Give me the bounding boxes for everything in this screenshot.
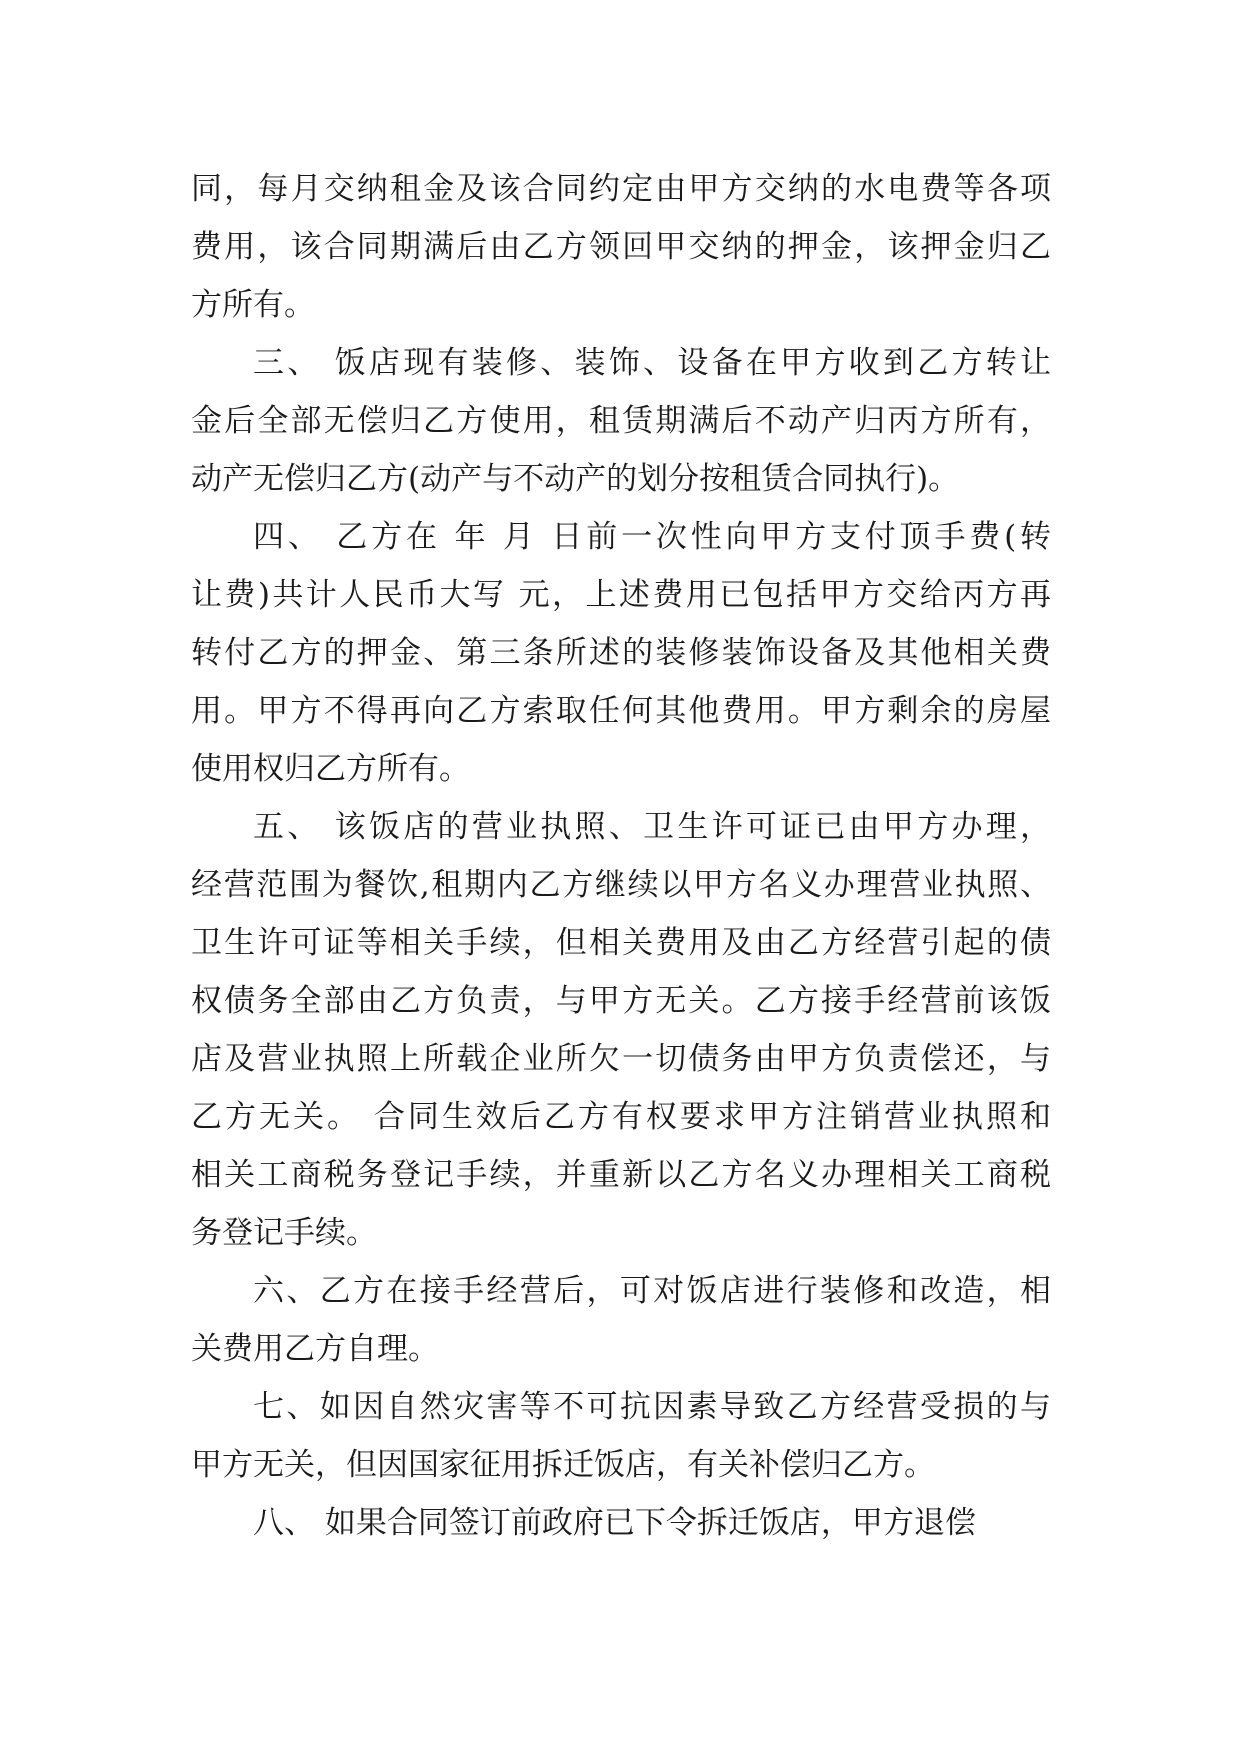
text-line: 六、乙方在接手经营后，可对饭店进行装修和改造，相	[253, 1273, 1051, 1309]
text-line: 七、如因自然灾害等不可抗因素导致乙方经营受损的与	[253, 1389, 1051, 1425]
text-line: 方所有。	[191, 287, 315, 323]
paragraph-clause-6	[191, 1262, 1051, 1378]
text-line: 权债务全部由乙方负责，与甲方无关。乙方接手经营前该饭	[191, 983, 1051, 1019]
text-line: 相关工商税务登记手续，并重新以乙方名义办理相关工商税	[191, 1157, 1051, 1193]
text-line: 四、 乙方在 年 月 日前一次性向甲方支付顶手费(转	[253, 519, 1051, 555]
document-body	[191, 160, 1051, 1552]
text-line: 使用权归乙方所有。	[191, 751, 470, 787]
paragraph-clause-5	[191, 798, 1051, 1262]
text-line: 金后全部无偿归乙方使用，租赁期满后不动产归丙方所有，	[191, 403, 1051, 439]
text-line: 卫生许可证等相关手续，但相关费用及由乙方经营引起的债	[191, 925, 1051, 961]
text-line: 五、 该饭店的营业执照、卫生许可证已由甲方办理，	[253, 809, 1051, 845]
paragraph-continuation	[191, 160, 1051, 334]
text-line: 八、 如果合同签订前政府已下令拆迁饭店，甲方退偿	[253, 1505, 976, 1541]
text-line: 用。甲方不得再向乙方索取任何其他费用。甲方剩余的房屋	[191, 693, 1051, 729]
paragraph-clause-8	[191, 1494, 1051, 1552]
text-line: 关费用乙方自理。	[191, 1331, 439, 1367]
paragraph-clause-7	[191, 1378, 1051, 1494]
text-line: 甲方无关，但因国家征用拆迁饭店，有关补偿归乙方。	[191, 1447, 935, 1483]
text-line: 务登记手续。	[191, 1215, 377, 1251]
text-line: 同，每月交纳租金及该合同约定由甲方交纳的水电费等各项	[191, 171, 1051, 207]
text-line: 让费)共计人民币大写 元，上述费用已包括甲方交给丙方再	[191, 577, 1051, 613]
text-line: 动产无偿归乙方(动产与不动产的划分按租赁合同执行)。	[191, 461, 960, 497]
text-line: 三、 饭店现有装修、装饰、设备在甲方收到乙方转让	[253, 345, 1051, 381]
text-line: 转付乙方的押金、第三条所述的装修装饰设备及其他相关费	[191, 635, 1051, 671]
paragraph-clause-4	[191, 508, 1051, 798]
text-line: 经营范围为餐饮,租期内乙方继续以甲方名义办理营业执照、	[191, 867, 1051, 903]
text-line: 乙方无关。 合同生效后乙方有权要求甲方注销营业执照和	[191, 1099, 1051, 1135]
text-line: 费用，该合同期满后由乙方领回甲交纳的押金，该押金归乙	[191, 229, 1051, 265]
paragraph-clause-3	[191, 334, 1051, 508]
text-line: 店及营业执照上所载企业所欠一切债务由甲方负责偿还，与	[191, 1041, 1051, 1077]
